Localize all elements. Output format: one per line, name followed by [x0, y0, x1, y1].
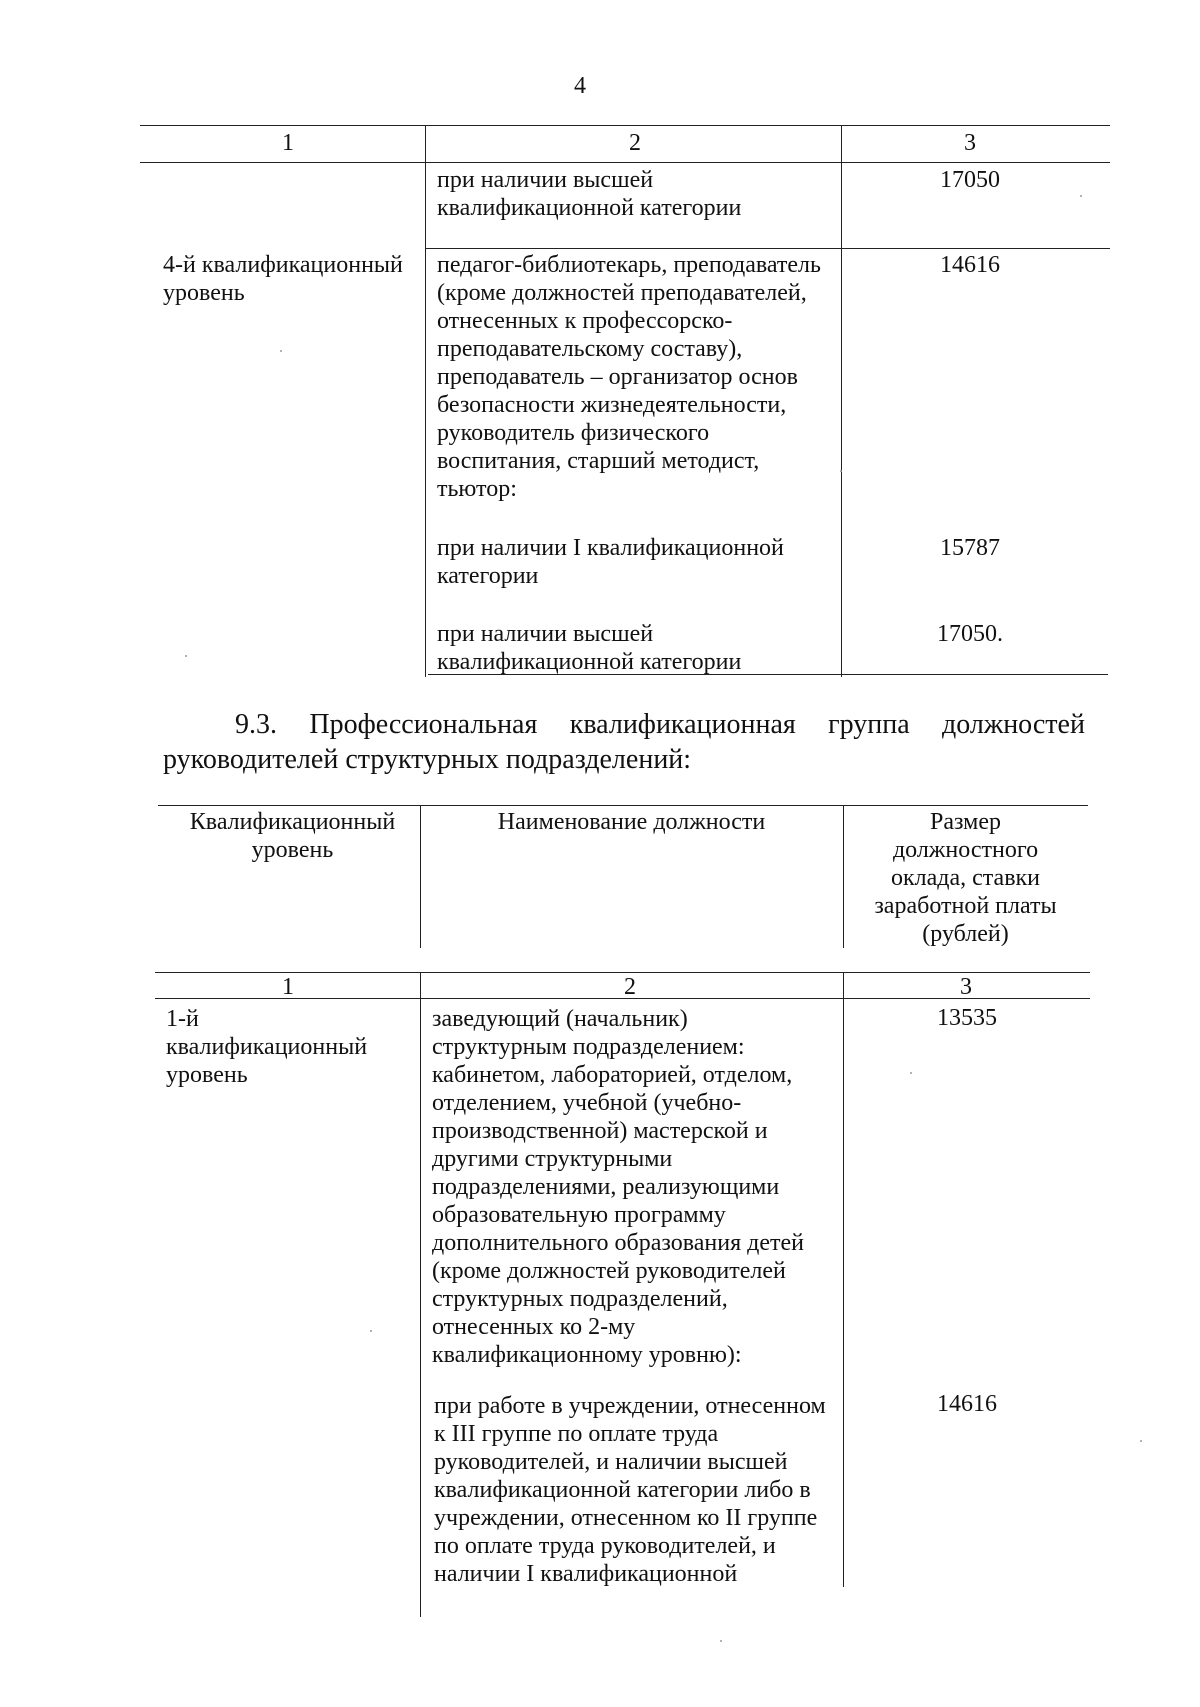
scan-speck [1080, 195, 1082, 197]
column-divider [843, 805, 844, 948]
position-cell: заведующий (начальник) структурным подразделением: кабинетом, лабораторией, отделом, отделением, учебной (учебно- производственной) мастерской и другими структурными подразделениями, реализующими образовательную программу дополнительного образования детей (кроме должностей руководителей структурных подразделений, отнесенных ко 2-му квалификационному уровню): [432, 1006, 804, 1368]
page-number: 4 [574, 73, 586, 99]
scan-speck [370, 1330, 372, 1332]
scan-speck [720, 1640, 722, 1642]
position-cell: при наличии высшей квалификационной категории [437, 167, 742, 221]
salary-value: 14616 [937, 1391, 997, 1417]
position-cell: при наличии I квалификационной категории [437, 535, 784, 589]
section-heading-line: 9.3. Профессиональная квалификационная группа должностей [235, 709, 1085, 740]
position-cell: при работе в учреждении, отнесенном к III группе по оплате труда руководителей, и наличии высшей квалификационной категории либо в учреждении, отнесенном ко II группе по оплате труда руководителей, и наличии I квалификационной [434, 1393, 826, 1587]
salary-value: 13535 [937, 1005, 997, 1031]
column-number: 3 [964, 130, 976, 156]
column-divider [425, 125, 426, 677]
header-level: Квалификационный уровень [189, 809, 396, 863]
header-position: Наименование должности [497, 809, 766, 835]
column-number: 2 [624, 974, 636, 1000]
section-heading-line: руководителей структурных подразделений: [163, 744, 692, 775]
salary-value: 15787 [940, 535, 1000, 561]
position-cell: при наличии высшей квалификационной категории [437, 621, 742, 675]
column-divider [420, 805, 421, 948]
position-cell: педагог-библиотекарь, преподаватель (кроме должностей преподавателей, отнесенных к профессорско- преподавательскому составу), преподаватель – организатор основ безопасности жизнедеятельности, руководитель физического воспитания, старший методист, тьютор: [437, 252, 821, 502]
column-divider [420, 972, 421, 1617]
column-divider [841, 125, 842, 677]
table-rule [140, 162, 1110, 163]
salary-value: 17050. [937, 621, 1003, 647]
scan-speck [840, 470, 842, 472]
table-rule [158, 805, 1088, 806]
column-number: 3 [960, 974, 972, 1000]
scan-speck [1140, 1440, 1142, 1442]
scan-speck [280, 350, 282, 352]
column-divider [843, 972, 844, 1587]
table-rule [425, 248, 1110, 249]
salary-value: 17050 [940, 167, 1000, 193]
column-number: 1 [282, 974, 294, 1000]
salary-value: 14616 [940, 252, 1000, 278]
header-salary: Размер должностного оклада, ставки заработной платы (рублей) [874, 809, 1057, 947]
scan-speck [185, 655, 187, 657]
column-number: 1 [282, 130, 294, 156]
qualification-level: 1-й квалификационный уровень [166, 1006, 368, 1088]
qualification-level: 4-й квалификационный уровень [163, 252, 403, 306]
table-rule [140, 125, 1110, 126]
scan-speck [910, 1072, 912, 1074]
column-number: 2 [629, 130, 641, 156]
